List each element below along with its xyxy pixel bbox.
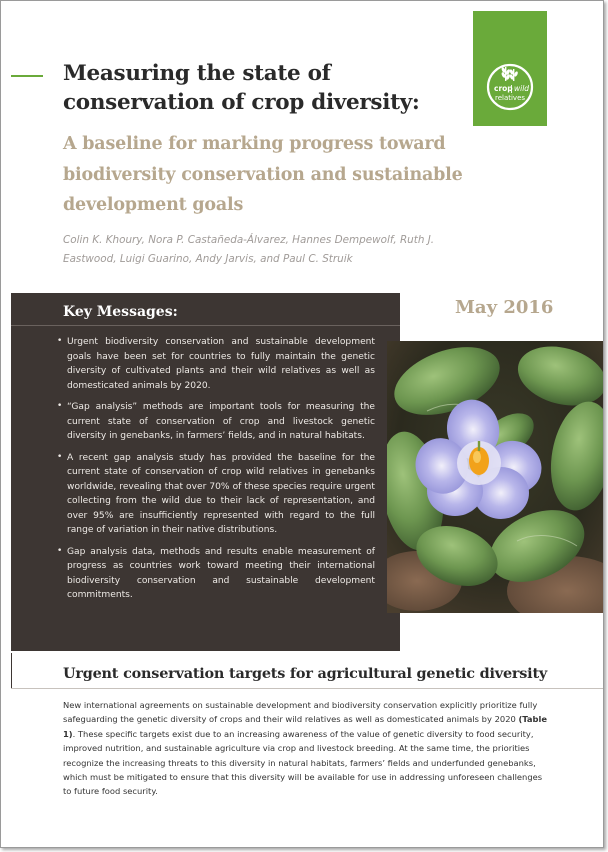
table-reference: (Table 1) xyxy=(63,714,548,739)
flower-photo xyxy=(387,341,604,613)
key-message-item: • A recent gap analysis study has provided the baseline for the current state of conservation of crop wild relatives in genebanks worldwide, revealing that over 70% of these species require urgent collecting from the wild due to their lack of representation, and over 95% are insufficiently represented with regard to the full range of variation in their native distributions. xyxy=(67,451,375,538)
document-title: Measuring the state of conservation of crop diversity: xyxy=(63,61,420,115)
key-messages-panel xyxy=(11,293,400,651)
key-message-item: • “Gap analysis” methods are important tools for measuring the current state of conservation of crop and livestock genetic diversity in genebanks, in farmers’ fields, and in natural habitats. xyxy=(67,400,375,444)
logo-text-wild: wild xyxy=(514,84,530,93)
document-subtitle: A baseline for marking progress toward biodiversity conservation and sustainable development goals xyxy=(63,134,463,215)
logo-text-relatives: relatives xyxy=(494,94,526,102)
key-message-item: • Gap analysis data, methods and results enable measurement of progress as countries work toward meeting their international biodiversity conservation and sustainable development commitments. xyxy=(67,545,375,603)
key-messages-list xyxy=(67,335,375,610)
key-messages-divider xyxy=(11,325,400,326)
title-accent-rule xyxy=(11,75,43,77)
publication-date: May 2016 xyxy=(455,297,554,318)
section-heading: Urgent conservation targets for agricultural genetic diversity xyxy=(63,665,548,682)
wheat-icon xyxy=(501,67,519,81)
section-divider xyxy=(11,688,604,689)
body-paragraph xyxy=(63,698,549,799)
logo-text-crop: crop xyxy=(494,84,513,93)
key-messages-title: Key Messages: xyxy=(63,304,178,320)
author-list: Colin K. Khoury, Nora P. Castañeda-Álvarez, Hannes Dempewolf, Ruth J. Eastwood, Luigi Guarino, Andy Jarvis, and Paul C. Struik xyxy=(63,234,435,265)
body-text-part2: . These specific targets exist due to an increasing awareness of the value of genetic diversity to food security, improved nutrition, and sustainable agriculture via crop and livestock breeding. At the same time, the priorities recognize the increasing threats to this diversity in natural habitats, farmers’ fields and underfunded genebanks, which must be mitigated to ensure that this diversity will be available for use in addressing unforeseen challenges to future food security. xyxy=(63,728,543,797)
key-message-item: • Urgent biodiversity conservation and sustainable development goals have been set for countries to fully maintain the genetic diversity of cultivated plants and their wild relatives as well as domesticated animals by 2020. xyxy=(67,335,375,393)
body-text-part1: New international agreements on sustainable development and biodiversity conservation explicitly prioritize fully safeguarding the genetic diversity of crops and their wild relatives as well as domesticated animals by 2020 xyxy=(63,700,538,725)
section-accent-rule xyxy=(11,653,12,688)
crop-wild-relatives-logo xyxy=(473,11,547,126)
